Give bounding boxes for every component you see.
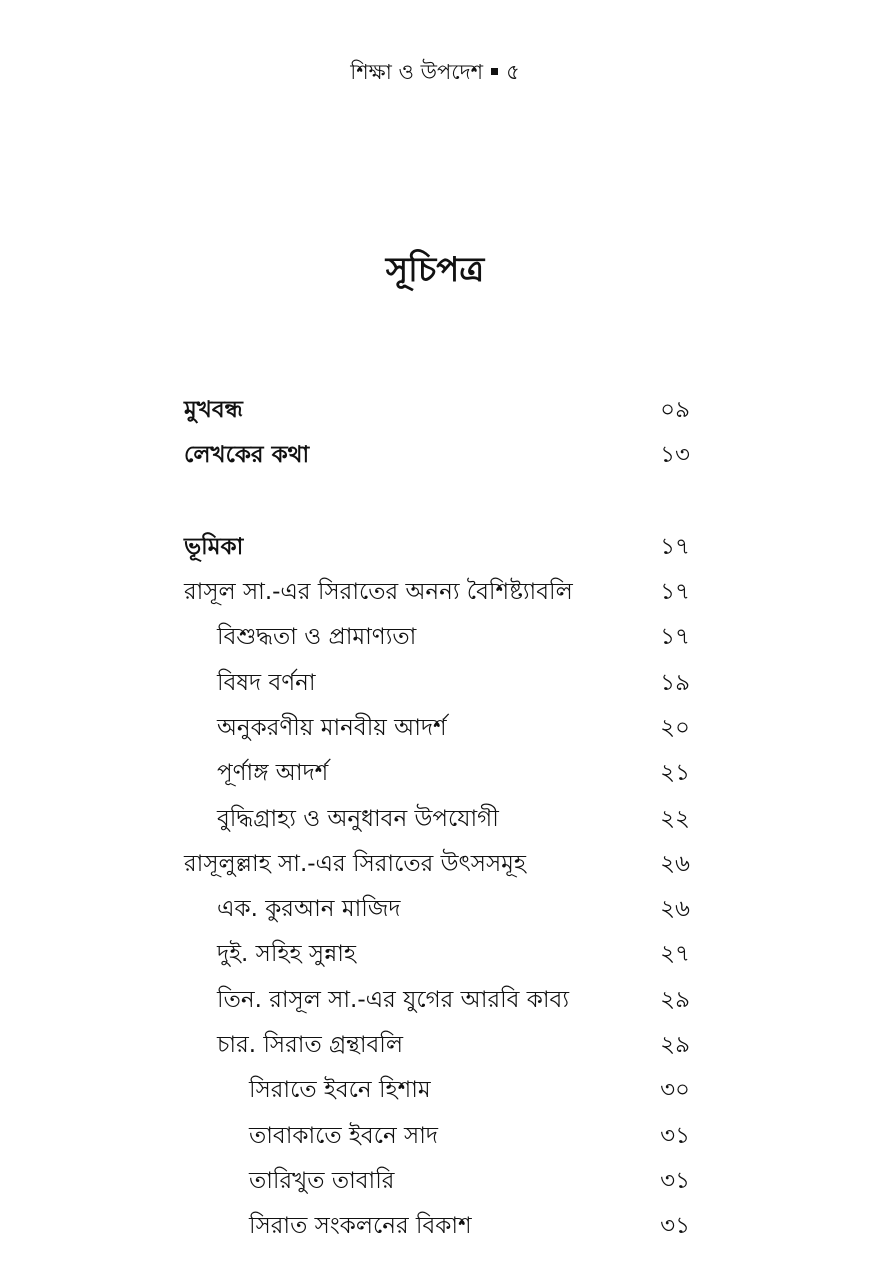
toc-entry-page: ১৯ — [660, 669, 690, 696]
toc-entry[interactable] — [184, 978, 690, 1023]
toc-entry[interactable] — [184, 570, 690, 615]
book-title: শিক্ষা ও উপদেশ — [350, 60, 484, 84]
toc-entry[interactable] — [184, 1113, 690, 1158]
toc-entry-title: তাবাকাতে ইবনে সাদ — [249, 1122, 438, 1149]
separator-square — [491, 68, 498, 75]
toc-entry-title: সিরাতে ইবনে হিশাম — [249, 1077, 431, 1104]
toc-entry-title: বুদ্ধিগ্রাহ্য ও অনুধাবন উপযোগী — [217, 805, 499, 832]
toc-entry-page: ১৩ — [660, 442, 690, 469]
toc-entry[interactable] — [184, 706, 690, 751]
toc-entry-page: ২৬ — [660, 850, 690, 877]
toc-entry-page: ৩১ — [660, 1122, 690, 1149]
toc-entry-title: রাসূলুল্লাহ সা.-এর সিরাতের উৎসসমূহ — [184, 850, 527, 877]
table-of-contents — [184, 388, 690, 1249]
toc-entry-title: তিন. রাসূল সা.-এর যুগের আরবি কাব্য — [217, 986, 570, 1013]
toc-entry-title: চার. সিরাত গ্রন্থাবলি — [217, 1032, 404, 1058]
toc-entry[interactable] — [184, 751, 690, 796]
toc-entry-page: ১৭ — [660, 624, 690, 651]
toc-entry[interactable] — [184, 1159, 690, 1204]
toc-entry-page: ২০ — [660, 714, 690, 741]
toc-entry[interactable] — [184, 1204, 690, 1249]
toc-entry-page: ২৬ — [660, 896, 690, 923]
toc-entry-page: ১৭ — [660, 579, 690, 606]
toc-entry-title: পূর্ণাঙ্গ আদর্শ — [217, 760, 329, 787]
toc-entry-title: দুই. সহিহ সুন্নাহ — [217, 941, 356, 968]
toc-entry[interactable] — [184, 660, 690, 705]
toc-entry-page: ২৭ — [660, 941, 690, 968]
toc-entry-page: ২২ — [660, 805, 690, 832]
toc-entry-page: ৩১ — [660, 1213, 690, 1240]
toc-entry-page: ৩০ — [660, 1077, 690, 1104]
running-header — [0, 58, 870, 86]
toc-entry-title: এক. কুরআন মাজিদ — [217, 896, 401, 923]
page-title: সূচিপত্র — [385, 250, 485, 290]
toc-entry[interactable] — [184, 388, 690, 433]
toc-entry[interactable] — [184, 887, 690, 932]
toc-entry-title: বিষদ বর্ণনা — [217, 669, 316, 696]
toc-entry[interactable] — [184, 932, 690, 977]
toc-entry-title: অনুকরণীয় মানবীয় আদর্শ — [217, 714, 447, 741]
toc-entry[interactable] — [184, 525, 690, 570]
toc-entry-title: তারিখুত তাবারি — [249, 1167, 395, 1194]
toc-entry-page: ২৯ — [660, 986, 690, 1013]
toc-entry-title: রাসূল সা.-এর সিরাতের অনন্য বৈশিষ্ট্যাবলি — [184, 579, 573, 606]
toc-entry-title: লেখকের কথা — [184, 442, 310, 469]
toc-entry[interactable] — [184, 433, 690, 478]
page-number: ৫ — [506, 60, 520, 84]
toc-entry-title: ভূমিকা — [184, 533, 244, 560]
toc-entry[interactable] — [184, 1023, 690, 1068]
toc-entry[interactable] — [184, 796, 690, 841]
toc-entry[interactable] — [184, 615, 690, 660]
toc-entry-page: ৩১ — [660, 1167, 690, 1194]
toc-entry[interactable] — [184, 1068, 690, 1113]
toc-entry-page: ২১ — [660, 760, 690, 787]
toc-entry[interactable] — [184, 842, 690, 887]
section-gap — [184, 479, 690, 525]
toc-entry-page: ১৭ — [660, 533, 690, 560]
toc-entry-title: বিশুদ্ধতা ও প্রামাণ্যতা — [217, 624, 417, 651]
toc-entry-title: মুখবন্ধ — [184, 397, 243, 424]
toc-entry-page: ০৯ — [660, 397, 690, 424]
toc-entry-title: সিরাত সংকলনের বিকাশ — [249, 1213, 472, 1240]
toc-entry-page: ২৯ — [660, 1032, 690, 1058]
